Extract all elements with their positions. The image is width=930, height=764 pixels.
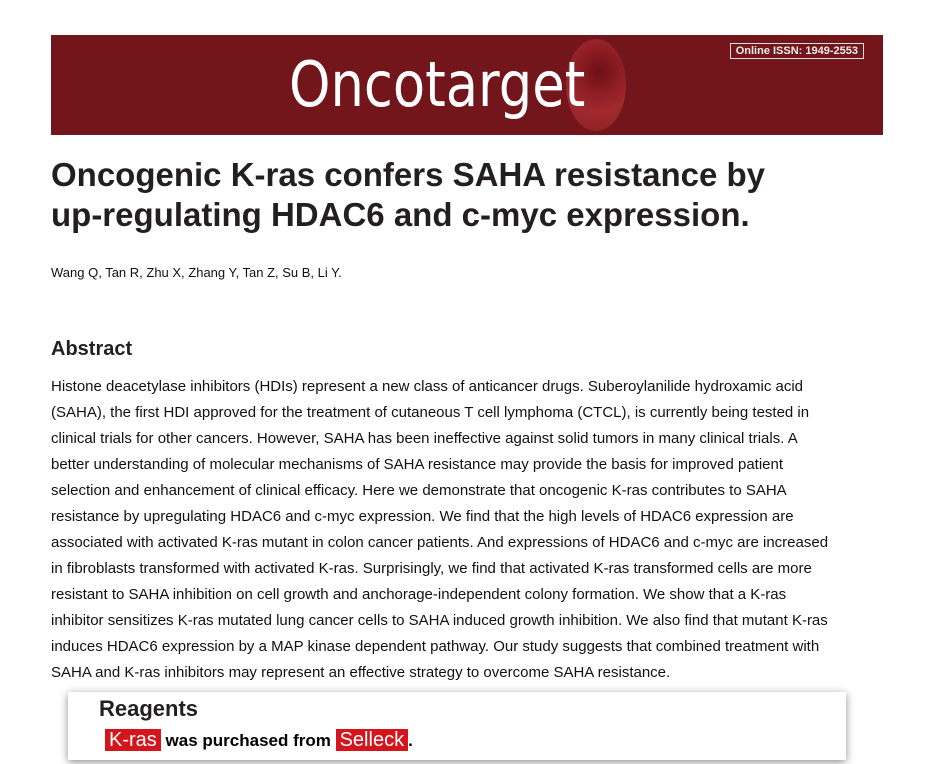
article-title [51, 155, 911, 235]
abstract-line: induces HDAC6 expression by a MAP kinase dependent pathway. Our study suggests that combined treatment with [51, 638, 820, 655]
product-highlight: K-ras [105, 729, 161, 751]
abstract-line: Histone deacetylase inhibitors (HDIs) represent a new class of anticancer drugs. Suberoylanilide hydroxamic acid [51, 378, 804, 395]
abstract-heading: Abstract [51, 338, 133, 360]
title-line: up-regulating HDAC6 and c-myc expression. [51, 196, 750, 233]
reagents-middle-text: was purchased from [165, 731, 331, 750]
reagents-callout [68, 692, 846, 760]
supplier-highlight: Selleck [336, 729, 408, 751]
abstract-line: selection and enhancement of clinical efficacy. Here we demonstrate that oncogenic K-ras contributes to SAHA [51, 482, 787, 499]
abstract-line: associated with activated K-ras mutant in colon cancer patients. And expressions of HDAC6 and c-myc are increased [51, 534, 829, 551]
abstract-line: SAHA and K-ras inhibitors may represent an effective strategy to overcome SAHA resistance. [51, 664, 671, 681]
abstract-line: resistant to SAHA inhibition on cell growth and anchorage-independent colony formation. We show that a K-ras [51, 586, 787, 603]
journal-logo: Oncotarget [289, 48, 586, 121]
abstract-line: in fibroblasts transformed with activated K-ras. Surprisingly, we find that activated K-ras transformed cells are more [51, 560, 812, 577]
abstract-text [51, 374, 828, 686]
journal-banner [51, 35, 883, 135]
reagents-end: . [408, 731, 413, 750]
title-line: Oncogenic K-ras confers SAHA resistance by [51, 156, 766, 193]
authors: Wang Q, Tan R, Zhu X, Zhang Y, Tan Z, Su B, Li Y. [51, 265, 342, 280]
abstract-line: (SAHA), the first HDI approved for the treatment of cutaneous T cell lymphoma (CTCL), is currently being tested in [51, 404, 810, 421]
abstract-line: resistance by upregulating HDAC6 and c-myc expression. We find that the high levels of HDAC6 expression are [51, 508, 794, 525]
abstract-line: inhibitor sensitizes K-ras mutated lung cancer cells to SAHA induced growth inhibition. We also find that mutant K-ras [51, 612, 828, 629]
reagents-heading: Reagents [99, 696, 199, 721]
abstract-line: clinical trials for other cancers. However, SAHA has been ineffective against solid tumors in many clinical trials. A [51, 430, 798, 447]
issn-badge: Online ISSN: 1949-2553 [730, 43, 864, 59]
reagents-statement [105, 728, 413, 753]
abstract-line: better understanding of molecular mechanisms of SAHA resistance may provide the basis for improved patient [51, 456, 784, 473]
